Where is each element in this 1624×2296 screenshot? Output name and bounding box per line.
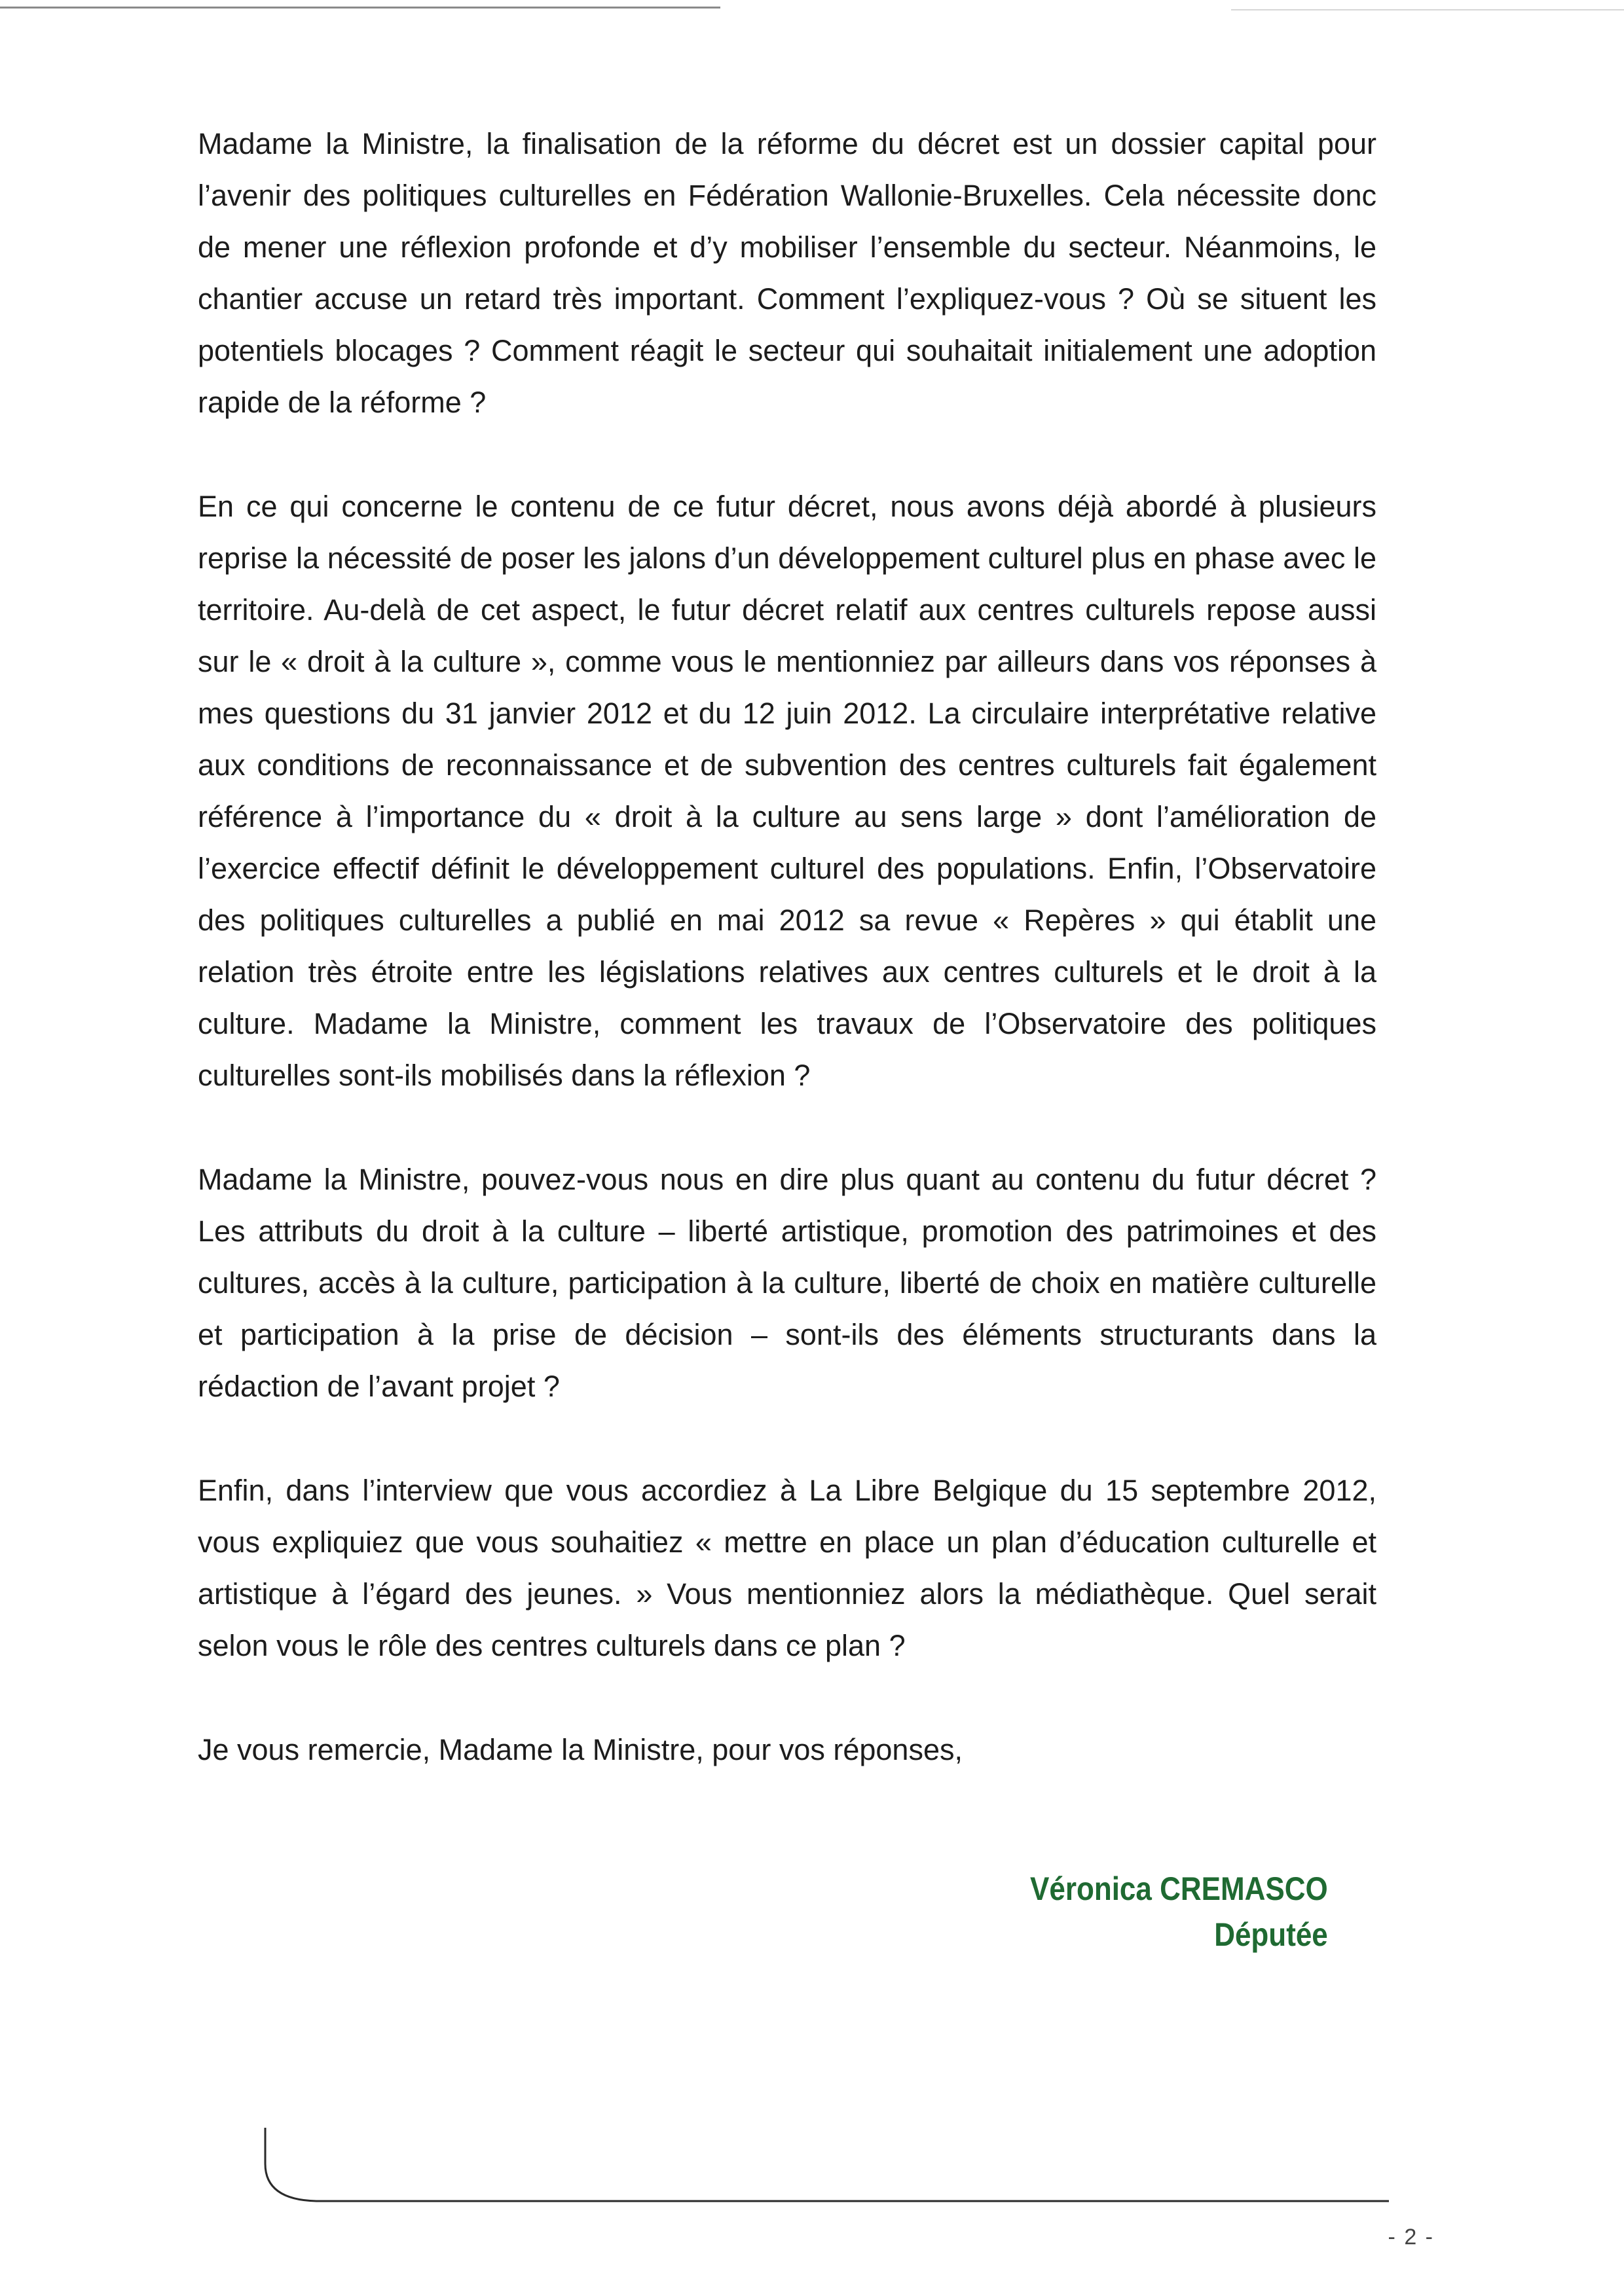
signature-title: Députée — [1214, 1916, 1328, 1953]
top-rule-faint — [1231, 9, 1624, 10]
page-number: - 2 - — [1388, 2225, 1434, 2250]
signature-name: Véronica CREMASCO — [1030, 1870, 1328, 1907]
paragraph-4: Enfin, dans l’interview que vous accordiez à La Libre Belgique du 15 septembre 2012, vous expliquiez que vous souhaitiez « mettre en place un plan d’éducation culturelle et artistique à l’égard des jeunes. » Vous mentionniez alors la médiathèque. Quel serait selon vous le rôle des centres culturels dans ce plan ? — [198, 1474, 1376, 1662]
paragraph-1: Madame la Ministre, la finalisation de la réforme du décret est un dossier capital pour l’avenir des politiques culturelles en Fédération Wallonie-Bruxelles. Cela nécessite donc de mener une réflexion profonde et d’y mobiliser l’ensemble du secteur. Néanmoins, le chantier accuse un retard très important. Comment l’expliquez-vous ? Où se situent les potentiels blocages ? Comment réagit le secteur qui souhaitait initialement une adoption rapide de la réforme ? — [198, 127, 1376, 419]
paragraph-2: En ce qui concerne le contenu de ce futur décret, nous avons déjà abordé à plusieurs reprise la nécessité de poser les jalons d’un développement culturel plus en phase avec le territoire. Au-delà de cet aspect, le futur décret relatif aux centres culturels repose aussi sur le « droit à la culture », comme vous le mentionniez par ailleurs dans vos réponses à mes questions du 31 janvier 2012 et du 12 juin 2012. La circulaire interprétative relative aux conditions de reconnaissance et de subvention des centres culturels fait également référence à l’importance du « droit à la culture au sens large » dont l’amélioration de l’exercice effectif définit le développement culturel des populations. Enfin, l’Observatoire des politiques culturelles a publié en mai 2012 sa revue « Repères » qui établit une relation très étroite entre les législations relatives aux centres culturels et le droit à la culture. Madame la Ministre, comment les travaux de l’Observatoire des politiques culturelles sont-ils mobilisés dans la réflexion ? — [198, 490, 1376, 1092]
paragraph-3: Madame la Ministre, pouvez-vous nous en dire plus quant au contenu du futur décret ? Les attributs du droit à la culture – liberté artistique, promotion des patrimoines et des cultures, accès à la culture, participation à la culture, liberté de choix en matière culturelle et participation à la prise de décision – sont-ils des éléments structurants dans la rédaction de l’avant projet ? — [198, 1163, 1376, 1403]
top-rule — [0, 7, 720, 9]
footer-bracket-line — [264, 2128, 1390, 2206]
closing-line: Je vous remercie, Madame la Ministre, pour vos réponses, — [198, 1733, 963, 1766]
signature-block — [1030, 1866, 1328, 1958]
letter-body — [198, 118, 1376, 1776]
